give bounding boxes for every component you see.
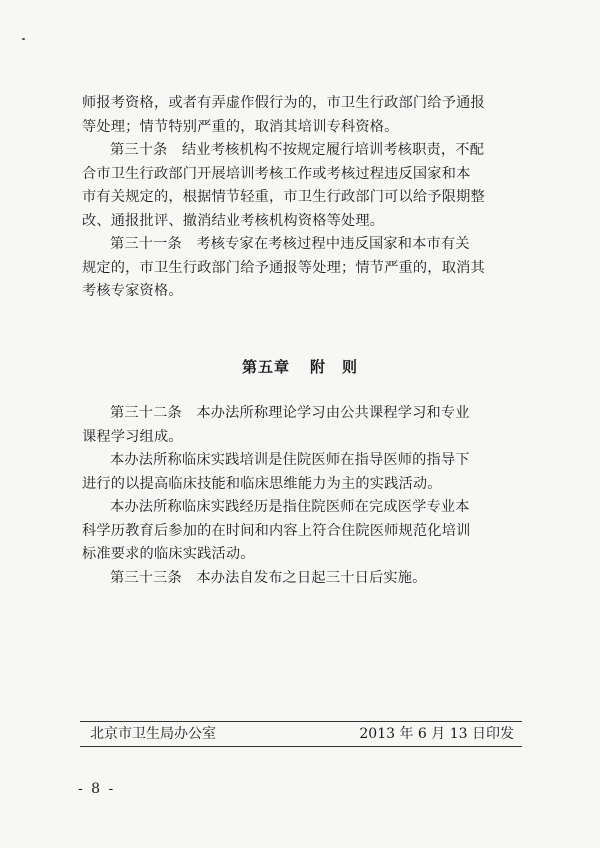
article-31-line: 第三十一条 考核专家在考核过程中违反国家和本市有关	[110, 236, 470, 252]
text-line: 师报考资格，或者有弄虚作假行为的，市卫生行政部门给予通报	[82, 95, 485, 111]
article-30-line: 改、通报批评、撤消结业考核机构资格等处理。	[82, 212, 385, 229]
article-30-line: 合市卫生行政部门开展培训考核工作或考核过程违反国家和本	[82, 165, 471, 182]
footer-divider-bottom	[80, 746, 522, 747]
article-30-line: 第三十条 结业考核机构不按规定履行培训考核职责，不配	[110, 142, 485, 158]
clinical-training-line: 本办法所称临床实践培训是住院医师在指导医师的指导下	[110, 452, 470, 468]
clinical-experience-line: 科学历教育后参加的在时间和内容上符合住院医师规范化培训	[82, 522, 471, 539]
chapter-title: 附 则	[310, 358, 359, 376]
chapter-number: 第五章	[241, 358, 290, 376]
clinical-experience-line: 本办法所称临床实践经历是指住院医师在完成医学专业本	[110, 499, 470, 515]
scan-speck	[22, 38, 25, 40]
page-number: - 8 -	[78, 781, 116, 797]
article-30-line: 市有关规定的，根据情节轻重，市卫生行政部门可以给予限期整	[82, 189, 485, 205]
article-31-line: 规定的，市卫生行政部门给予通报等处理；情节严重的，取消其	[82, 259, 485, 276]
clinical-experience-line: 标准要求的临床实践活动。	[82, 546, 255, 562]
article-33-line: 第三十三条 本办法自发布之日起三十日后实施。	[110, 569, 427, 586]
footer-divider-top	[80, 721, 522, 722]
clinical-training-line: 进行的以提高临床技能和临床思维能力为主的实践活动。	[82, 475, 442, 492]
section-supplementary	[82, 402, 532, 590]
article-32-line: 第三十二条 本办法所称理论学习由公共课程学习和专业	[110, 405, 470, 421]
chapter-heading	[0, 356, 600, 377]
text-line: 等处理；情节特别严重的，取消其培训专科资格。	[82, 118, 399, 135]
section-penalties	[82, 92, 532, 304]
issue-date: 2013 年 6 月 13 日印发	[359, 726, 514, 742]
issuer-name: 北京市卫生局办公室	[90, 726, 216, 742]
article-32-line: 课程学习组成。	[82, 428, 183, 445]
article-31-line: 考核专家资格。	[82, 283, 183, 299]
